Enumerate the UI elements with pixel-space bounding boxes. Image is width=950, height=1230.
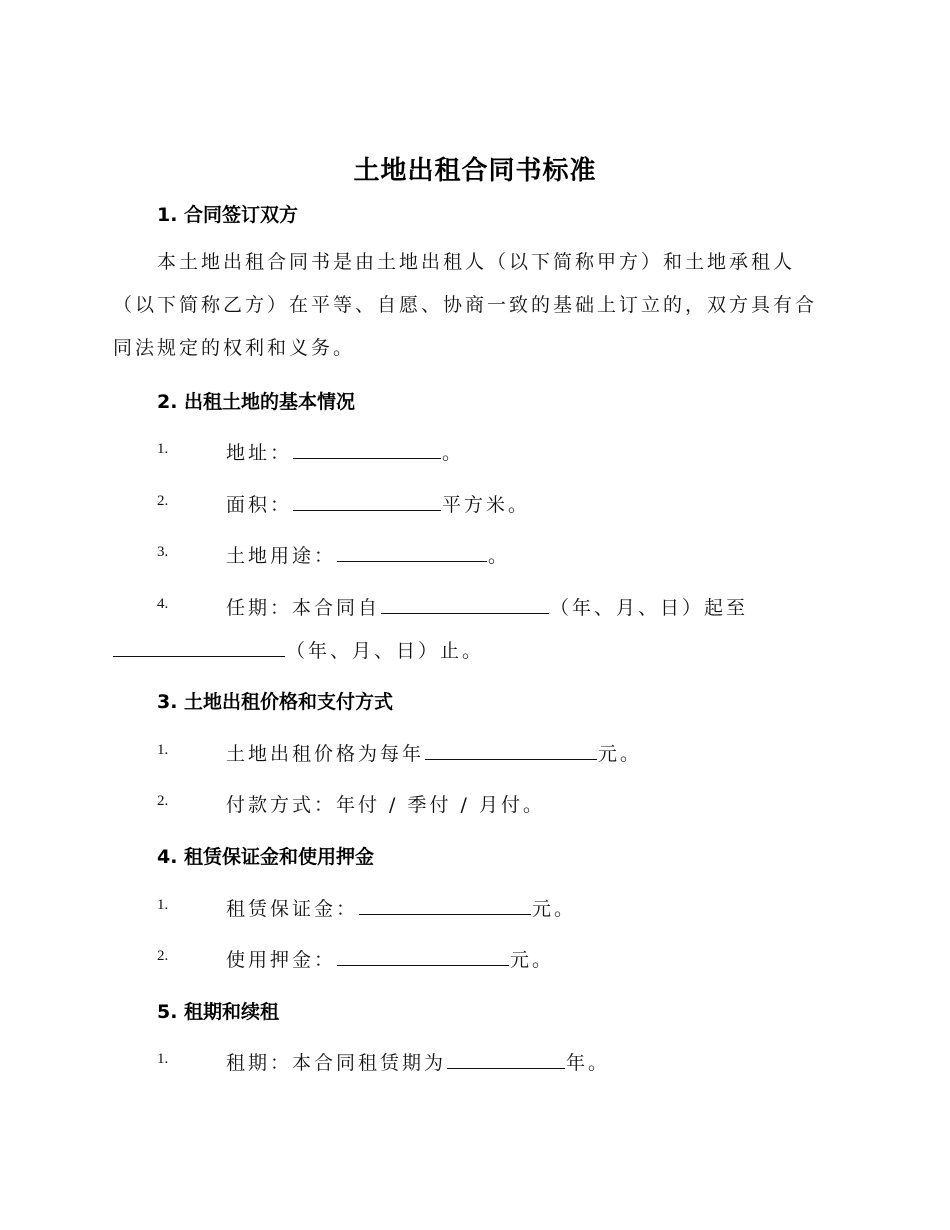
item-suffix: 。 bbox=[488, 545, 511, 567]
list-text bbox=[226, 593, 748, 620]
item-label: 任期：本合同自 bbox=[226, 597, 381, 619]
fill-in-blank bbox=[113, 638, 285, 657]
list-number: 2. bbox=[157, 793, 169, 809]
item-suffix: 元。 bbox=[598, 743, 643, 765]
list-number: 2. bbox=[157, 493, 169, 509]
section-heading: 5. 租期和续租 bbox=[157, 1001, 280, 1023]
list-item bbox=[0, 593, 950, 623]
list-number: 3. bbox=[157, 544, 169, 560]
item-label: 土地出租价格为每年 bbox=[226, 743, 425, 765]
list-text bbox=[226, 894, 576, 921]
item-label: 租期：本合同租赁期为 bbox=[226, 1052, 447, 1074]
item-label: 租赁保证金： bbox=[226, 898, 359, 920]
fill-in-blank bbox=[337, 947, 509, 966]
item-suffix: 元。 bbox=[510, 949, 555, 971]
item-label: 使用押金： bbox=[226, 949, 337, 971]
list-item-continuation bbox=[113, 636, 484, 663]
fill-in-blank bbox=[447, 1050, 565, 1069]
fill-in-blank bbox=[293, 492, 441, 511]
list-text bbox=[226, 1048, 610, 1075]
list-item bbox=[0, 438, 950, 468]
list-text bbox=[226, 490, 530, 517]
list-number: 1. bbox=[157, 897, 169, 913]
section-heading: 2. 出租土地的基本情况 bbox=[157, 391, 356, 413]
list-text bbox=[226, 541, 510, 568]
list-text: 付款方式：年付 / 季付 / 月付。 bbox=[226, 794, 545, 816]
list-item bbox=[0, 894, 950, 924]
list-item bbox=[0, 739, 950, 769]
list-text bbox=[226, 438, 464, 465]
list-number: 1. bbox=[157, 1051, 169, 1067]
list-item bbox=[0, 790, 950, 820]
item-suffix: 平方米。 bbox=[442, 494, 531, 516]
list-number: 4. bbox=[157, 596, 169, 612]
section-heading: 1. 合同签订双方 bbox=[157, 204, 299, 226]
item-label: 面积： bbox=[226, 494, 293, 516]
list-number: 1. bbox=[157, 441, 169, 457]
item-middle: （年、月、日）起至 bbox=[550, 597, 749, 619]
item-label: 地址： bbox=[226, 442, 293, 464]
item-suffix: （年、月、日）止。 bbox=[286, 640, 485, 662]
fill-in-blank bbox=[293, 440, 441, 459]
section-heading: 3. 土地出租价格和支付方式 bbox=[157, 691, 394, 713]
list-text bbox=[226, 739, 642, 766]
list-item bbox=[0, 541, 950, 571]
fill-in-blank bbox=[425, 741, 597, 760]
list-text bbox=[226, 945, 554, 972]
section-paragraph: 本土地出租合同书是由土地出租人（以下简称甲方）和土地承租人（以下简称乙方）在平等、自愿、协商一致的基础上订立的，双方具有合同法规定的权利和义务。 bbox=[113, 251, 818, 359]
list-item bbox=[0, 945, 950, 975]
list-number: 1. bbox=[157, 742, 169, 758]
list-number: 2. bbox=[157, 948, 169, 964]
list-item bbox=[0, 490, 950, 520]
document-title: 土地出租合同书标准 bbox=[353, 156, 597, 186]
fill-in-blank bbox=[337, 543, 487, 562]
item-suffix: 。 bbox=[442, 442, 465, 464]
fill-in-blank bbox=[381, 595, 549, 614]
fill-in-blank bbox=[359, 896, 531, 915]
section-heading: 4. 租赁保证金和使用押金 bbox=[157, 846, 375, 868]
item-suffix: 元。 bbox=[532, 898, 577, 920]
list-item bbox=[0, 1048, 950, 1078]
item-suffix: 年。 bbox=[566, 1052, 611, 1074]
item-label: 土地用途： bbox=[226, 545, 337, 567]
